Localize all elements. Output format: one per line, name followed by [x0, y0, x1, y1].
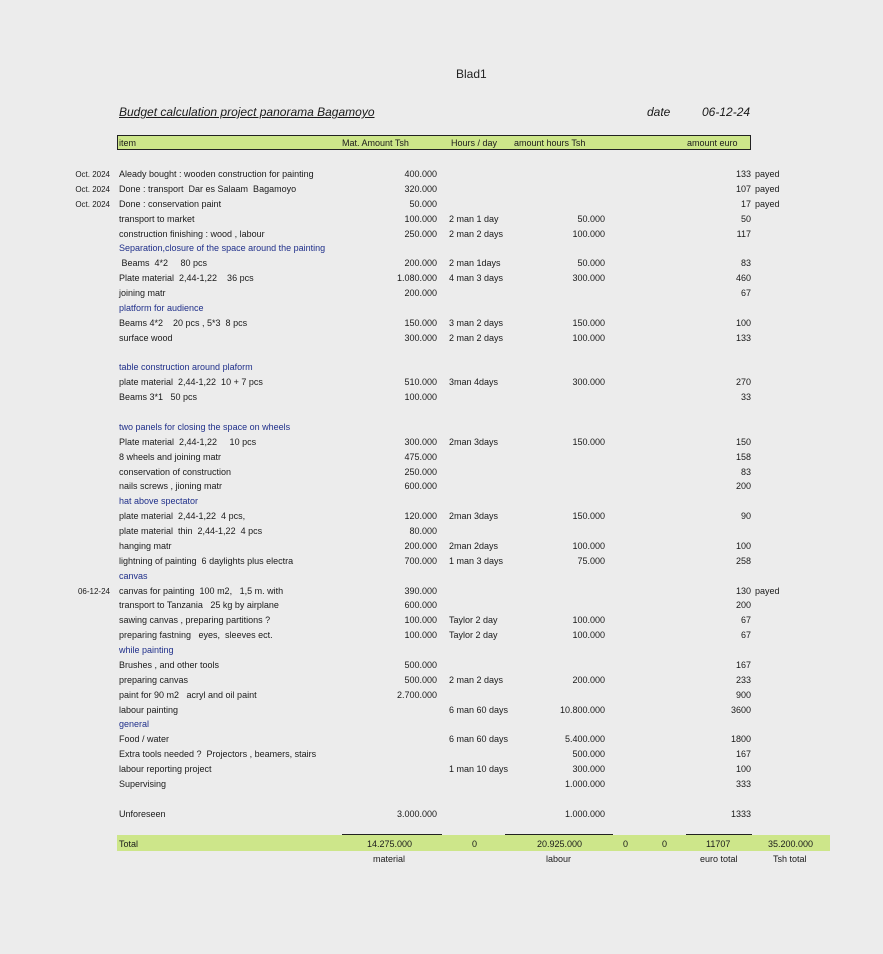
row-item: plate material 2,44-1,22 10 + 7 pcs: [119, 377, 263, 387]
row-item: preparing canvas: [119, 675, 189, 685]
row-hours: 2 man 1days: [449, 258, 501, 268]
row-item: plate material 2,44-1,22 4 pcs,: [119, 511, 246, 521]
row-amount-hours: 300.000: [572, 273, 605, 283]
row-material-amount: 250.000: [404, 229, 437, 239]
row-material-amount: 500.000: [404, 660, 437, 670]
row-amount-euro: 233: [735, 675, 751, 685]
row-item: Aleady bought : wooden construction for painting: [119, 169, 314, 179]
row-material-amount: 100.000: [404, 615, 437, 625]
row-item: Extra tools needed ? Projectors , beamers, stairs: [119, 749, 317, 759]
row-hours: 2man 3days: [449, 437, 499, 447]
row-material-amount: 600.000: [404, 481, 437, 491]
row-material-amount: 320.000: [404, 184, 437, 194]
row-amount-euro: 130: [735, 586, 751, 596]
date-label: date: [647, 105, 671, 119]
section-heading: Separation,closure of the space around the painting: [119, 243, 326, 253]
row-hours: 2 man 2 days: [449, 333, 504, 343]
row-amount-euro: 17: [740, 199, 751, 209]
row-note: payed: [755, 169, 780, 179]
header-hours: Hours / day: [451, 138, 498, 148]
section-heading: canvas: [119, 571, 148, 581]
row-amount-euro: 117: [736, 229, 751, 239]
row-item: transport to Tanzania 25 kg by airplane: [119, 600, 279, 610]
row-amount-euro: 200: [735, 600, 751, 610]
row-item: paint for 90 m2 acryl and oil paint: [119, 690, 257, 700]
row-amount-euro: 133: [735, 333, 751, 343]
row-hours: 2 man 2 days: [449, 675, 504, 685]
row-material-amount: 400.000: [404, 169, 437, 179]
footer-euro-total: euro total: [700, 854, 738, 864]
row-hours: 3man 4days: [449, 377, 499, 387]
header-amount-euro: amount euro: [687, 138, 738, 148]
row-amount-euro: 270: [735, 377, 751, 387]
row-item: Unforeseen: [119, 809, 166, 819]
row-amount-euro: 100: [735, 764, 751, 774]
row-amount-euro: 133: [735, 169, 751, 179]
sheet-name: Blad1: [456, 67, 487, 81]
row-amount-hours: 50.000: [577, 214, 605, 224]
section-heading: two panels for closing the space on wheels: [119, 422, 291, 432]
row-amount-hours: 5.400.000: [564, 734, 605, 744]
header-mat-amount: Mat. Amount Tsh: [342, 138, 409, 148]
row-material-amount: 700.000: [404, 556, 437, 566]
row-item: hanging matr: [119, 541, 172, 551]
row-item: transport to market: [119, 214, 195, 224]
row-item: preparing fastning eyes, sleeves ect.: [119, 630, 273, 640]
total-labour: 20.925.000: [537, 839, 583, 849]
row-item: Beams 3*1 50 pcs: [119, 392, 198, 402]
row-amount-euro: 167: [735, 660, 751, 670]
row-material-amount: 200.000: [404, 288, 437, 298]
row-item: nails screws , jioning matr: [119, 481, 223, 491]
row-item: Food / water: [119, 734, 170, 744]
total-euro: 11707: [706, 839, 731, 849]
row-amount-euro: 900: [735, 690, 751, 700]
row-amount-euro: 100: [735, 541, 751, 551]
row-amount-hours: 150.000: [572, 318, 605, 328]
section-heading: platform for audience: [119, 303, 204, 313]
row-amount-euro: 67: [740, 630, 751, 640]
row-item: Supervising: [119, 779, 167, 789]
row-material-amount: 100.000: [404, 214, 437, 224]
row-item: Plate material 2,44-1,22 10 pcs: [119, 437, 257, 447]
row-item: Beams 4*2 80 pcs: [119, 258, 208, 268]
row-amount-euro: 50: [740, 214, 751, 224]
row-item: canvas for painting 100 m2, 1,5 m. with: [119, 586, 284, 596]
header-item: item: [119, 138, 137, 148]
row-amount-hours: 200.000: [572, 675, 605, 685]
row-amount-euro: 33: [740, 392, 751, 402]
row-hours: 1 man 10 days: [449, 764, 509, 774]
row-hours: 6 man 60 days: [449, 705, 509, 715]
total-zero-2: 0: [662, 839, 668, 849]
document-title: Budget calculation project panorama Bagamoyo: [119, 105, 375, 119]
row-material-amount: 475.000: [404, 452, 437, 462]
row-amount-euro: 1333: [730, 809, 751, 819]
row-amount-hours: 10.800.000: [559, 705, 605, 715]
total-material: 14.275.000: [367, 839, 413, 849]
row-material-amount: 3.000.000: [396, 809, 437, 819]
total-label: Total: [119, 839, 139, 849]
row-hours: 3 man 2 days: [449, 318, 504, 328]
row-material-amount: 200.000: [404, 541, 437, 551]
row-amount-hours: 75.000: [577, 556, 605, 566]
row-amount-hours: 100.000: [572, 630, 605, 640]
row-note: payed: [755, 184, 780, 194]
row-hours: Taylor 2 day: [449, 615, 498, 625]
row-amount-hours: 150.000: [572, 511, 605, 521]
row-amount-euro: 100: [735, 318, 751, 328]
row-material-amount: 390.000: [404, 586, 437, 596]
row-amount-euro: 333: [735, 779, 751, 789]
row-amount-euro: 107: [735, 184, 751, 194]
row-item: Plate material 2,44-1,22 36 pcs: [119, 273, 254, 283]
row-amount-euro: 83: [740, 467, 751, 477]
footer-tsh-total: Tsh total: [773, 854, 807, 864]
row-amount-euro: 1800: [730, 734, 751, 744]
row-amount-euro: 67: [740, 615, 751, 625]
row-amount-hours: 100.000: [572, 333, 605, 343]
row-material-amount: 200.000: [404, 258, 437, 268]
row-material-amount: 300.000: [404, 437, 437, 447]
row-amount-euro: 200: [735, 481, 751, 491]
row-amount-hours: 100.000: [572, 229, 605, 239]
row-item: labour reporting project: [119, 764, 212, 774]
row-material-amount: 80.000: [409, 526, 437, 536]
row-hours: 1 man 3 days: [449, 556, 504, 566]
row-item: sawing canvas , preparing partitions ?: [119, 615, 271, 625]
row-amount-euro: 167: [735, 749, 751, 759]
section-heading: table construction around plaform: [119, 362, 253, 372]
row-amount-hours: 1.000.000: [564, 809, 605, 819]
total-zero-1: 0: [623, 839, 629, 849]
row-amount-hours: 100.000: [572, 541, 605, 551]
row-hours: 2man 2days: [449, 541, 499, 551]
row-item: conservation of construction: [119, 467, 232, 477]
row-amount-euro: 67: [740, 288, 751, 298]
row-note: payed: [755, 199, 780, 209]
row-amount-euro: 150: [735, 437, 751, 447]
table-header: [117, 135, 751, 150]
row-material-amount: 510.000: [404, 377, 437, 387]
row-hours: 2 man 2 days: [449, 229, 504, 239]
row-hours: 4 man 3 days: [449, 273, 504, 283]
row-item: joining matr: [119, 288, 166, 298]
header-amount-hours: amount hours Tsh: [514, 138, 586, 148]
row-date: Oct. 2024: [75, 170, 110, 179]
footer-material: material: [373, 854, 406, 864]
row-material-amount: 100.000: [404, 630, 437, 640]
row-item: Done : transport Dar es Salaam Bagamoyo: [119, 184, 297, 194]
section-heading: while painting: [119, 645, 174, 655]
row-item: plate material thin 2,44-1,22 4 pcs: [119, 526, 263, 536]
row-date: Oct. 2024: [75, 185, 110, 194]
row-material-amount: 600.000: [404, 600, 437, 610]
row-date: Oct. 2024: [75, 200, 110, 209]
section-heading: hat above spectator: [119, 496, 199, 506]
row-item: surface wood: [119, 333, 173, 343]
row-amount-hours: 300.000: [572, 764, 605, 774]
row-material-amount: 500.000: [404, 675, 437, 685]
row-item: Brushes , and other tools: [119, 660, 220, 670]
row-amount-euro: 158: [735, 452, 751, 462]
row-hours: 6 man 60 days: [449, 734, 509, 744]
row-material-amount: 150.000: [404, 318, 437, 328]
row-item: 8 wheels and joining matr: [119, 452, 222, 462]
row-hours: 2 man 1 day: [449, 214, 499, 224]
row-amount-euro: 83: [740, 258, 751, 268]
row-amount-euro: 3600: [730, 705, 751, 715]
row-material-amount: 50.000: [409, 199, 437, 209]
row-material-amount: 250.000: [404, 467, 437, 477]
row-item: Done : conservation paint: [119, 199, 222, 209]
row-item: Beams 4*2 20 pcs , 5*3 8 pcs: [119, 318, 248, 328]
row-amount-hours: 300.000: [572, 377, 605, 387]
total-hours: 0: [472, 839, 478, 849]
row-date: 06-12-24: [77, 587, 110, 596]
row-amount-euro: 460: [735, 273, 751, 283]
row-hours: 2man 3days: [449, 511, 499, 521]
total-tsh: 35.200.000: [768, 839, 814, 849]
row-amount-hours: 1.000.000: [564, 779, 605, 789]
row-item: labour painting: [119, 705, 179, 715]
section-heading: general: [119, 719, 150, 729]
row-amount-hours: 500.000: [572, 749, 605, 759]
row-material-amount: 300.000: [404, 333, 437, 343]
row-material-amount: 2.700.000: [396, 690, 437, 700]
row-item: construction finishing : wood , labour: [119, 229, 265, 239]
row-material-amount: 1.080.000: [396, 273, 437, 283]
row-amount-hours: 150.000: [572, 437, 605, 447]
row-amount-hours: 100.000: [572, 615, 605, 625]
row-item: lightning of painting 6 daylights plus electra: [119, 556, 294, 566]
row-material-amount: 120.000: [404, 511, 437, 521]
row-amount-hours: 50.000: [577, 258, 605, 268]
date-value: 06-12-24: [702, 105, 751, 119]
row-note: payed: [755, 586, 780, 596]
row-material-amount: 100.000: [404, 392, 437, 402]
footer-labour: labour: [546, 854, 572, 864]
row-hours: Taylor 2 day: [449, 630, 498, 640]
row-amount-euro: 258: [735, 556, 751, 566]
row-amount-euro: 90: [740, 511, 751, 521]
